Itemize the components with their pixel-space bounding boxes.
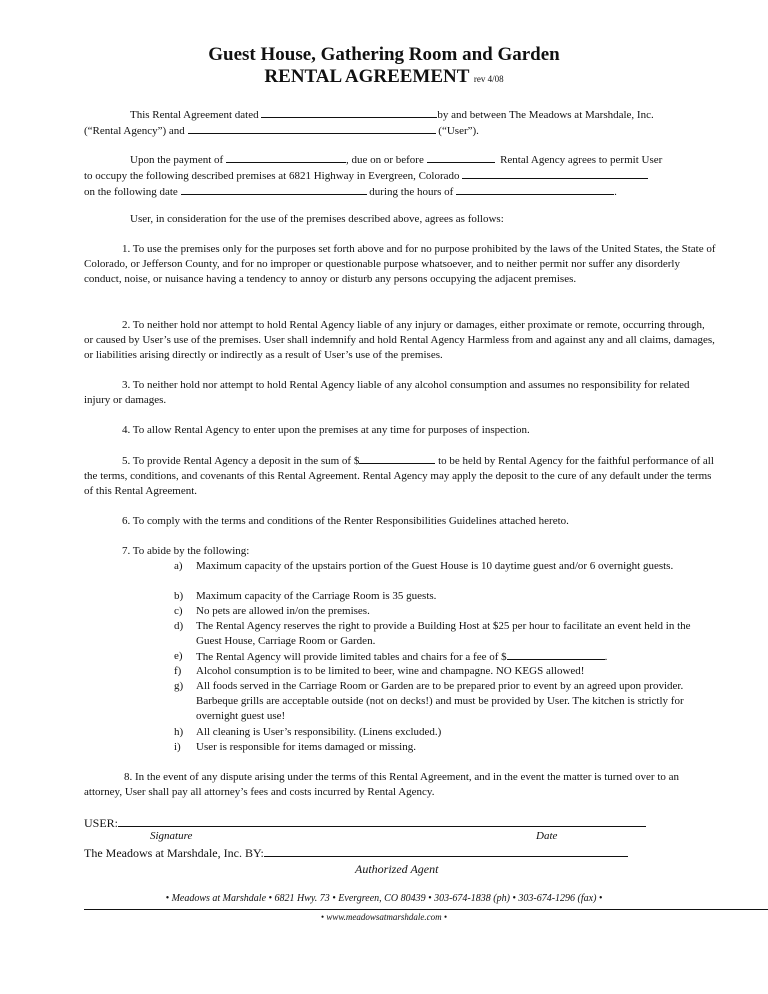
list-item-g — [174, 679, 714, 725]
agency-signature-row — [84, 846, 628, 861]
list-text: User is responsible for items damaged or missing. — [196, 741, 416, 753]
agency-label: The Meadows at Marshdale, Inc. BY: — [84, 846, 264, 860]
list-text: All cleaning is User’s responsibility. (Linens excluded.) — [196, 726, 442, 738]
list-letter: e) — [174, 650, 183, 662]
rental-date-field[interactable] — [181, 184, 367, 195]
clause-5-text-b: to be held by Rental Agency for the faithful performance of all the terms, conditions, and covenants of this Rental Agreement. Rental Agency may apply the deposit to the cure of any default under the terms of this Rental Agreement. — [84, 455, 714, 498]
clause-6 — [84, 514, 716, 529]
list-letter: a) — [174, 560, 183, 572]
list-item-i — [174, 740, 714, 755]
payment-text-b: , due on or before — [345, 154, 424, 166]
user-signature-field[interactable] — [118, 816, 646, 827]
list-text: The Rental Agency reserves the right to provide a Building Host at $25 per hour to facilitate an event held in the Guest House, Carriage Room or Garden. — [196, 620, 691, 648]
intro-text-b: by and between The Meadows at Marshdale, Inc. — [437, 109, 654, 121]
user-name-field[interactable] — [188, 123, 436, 134]
list-item-b — [174, 589, 714, 604]
clause-3 — [84, 378, 716, 408]
list-letter: b) — [174, 590, 184, 602]
list-text: Alcohol consumption is to be limited to beer, wine and champagne. NO KEGS allowed! — [196, 665, 585, 677]
list-letter: i) — [174, 741, 181, 753]
agreement-date-field[interactable] — [261, 107, 437, 118]
date-caption: Date — [536, 830, 558, 842]
agent-signature-field[interactable] — [264, 846, 628, 857]
footer-divider — [84, 909, 768, 910]
clause-7 — [84, 544, 716, 559]
footer-website[interactable]: • www.meadowsatmarshdale.com • — [320, 912, 448, 922]
consideration-text: User, in consideration for the use of the premises described above, agrees as follows: — [130, 213, 504, 225]
due-date-field[interactable] — [427, 152, 495, 163]
clause-7-text: 7. To abide by the following: — [122, 545, 250, 557]
signature-caption: Signature — [150, 830, 193, 842]
list-text: The Rental Agency will provide limited tables and chairs for a fee of $ — [196, 651, 507, 663]
list-item-a — [174, 559, 714, 574]
revision-label: rev 4/08 — [473, 74, 504, 84]
list-letter: f) — [174, 665, 182, 677]
list-text: Maximum capacity of the upstairs portion of the Guest House is 10 daytime guest and/or 6 overnight guests. — [196, 560, 674, 572]
clause-2-text: 2. To neither hold nor attempt to hold Rental Agency liable of any injury or damages, either proximate or remote, occurring through, or caused by User’s use of the premises. User shall indemnify and hold Rental Agency Harmless from and against any and all claims, damages, or liabilities arising directly or indirectly as a result of User’s use of the premises. — [84, 319, 715, 362]
user-signature-row — [84, 816, 646, 831]
clause-3-text: 3. To neither hold nor attempt to hold Rental Agency liable of any alcohol consumption and assumes no responsibility for related injury or damages. — [84, 379, 690, 407]
intro-text-a: This Rental Agreement dated — [130, 109, 259, 121]
clause-8 — [84, 770, 716, 800]
clause-1 — [84, 242, 716, 288]
payment-text-g: . — [614, 186, 617, 199]
payment-text-e: on the following date — [84, 186, 178, 199]
payment-text-d: to occupy the following described premises at 6821 Highway in Evergreen, Colorado — [84, 170, 460, 183]
list-item-c — [174, 604, 714, 619]
list-letter: g) — [174, 680, 184, 692]
list-item-e — [174, 649, 714, 665]
intro-text-c: (“Rental Agency”) and — [84, 125, 185, 138]
payment-text-a: Upon the payment of — [130, 154, 224, 166]
intro-paragraph — [84, 107, 716, 139]
list-text: All foods served in the Carriage Room or Garden are to be prepared prior to event by an agreed upon provider. Barbeque grills are acceptable outside (not on decks!) and must be provided by User. The kitchen is strictly for overnight guest use! — [196, 680, 684, 723]
list-letter: c) — [174, 605, 183, 617]
clause-5 — [84, 453, 716, 500]
agent-caption: Authorized Agent — [355, 862, 439, 876]
list-text: No pets are allowed in/on the premises. — [196, 605, 370, 617]
clause-4 — [84, 423, 716, 438]
footer-address: • Meadows at Marshdale • 6821 Hwy. 73 • Evergreen, CO 80439 • 303-674-1838 (ph) • 303-674-1296 (fax) • — [165, 893, 603, 904]
document-subtitle — [0, 66, 768, 88]
list-letter: d) — [174, 620, 184, 632]
document-title: Guest House, Gathering Room and Garden — [208, 44, 560, 65]
clause-5-text-a: 5. To provide Rental Agency a deposit in the sum of $ — [122, 455, 360, 467]
payment-paragraph — [84, 152, 716, 201]
clause-6-text: 6. To comply with the terms and conditions of the Renter Responsibilities Guidelines attached hereto. — [122, 515, 569, 527]
payment-amount-field[interactable] — [226, 152, 346, 163]
list-letter: h) — [174, 726, 184, 738]
intro-text-d: (“User”). — [438, 125, 479, 138]
list-item-d — [174, 619, 714, 649]
table-fee-field[interactable] — [507, 649, 605, 660]
deposit-amount-field[interactable] — [359, 453, 435, 464]
list-text: Maximum capacity of the Carriage Room is 35 guests. — [196, 590, 437, 602]
user-label: USER: — [84, 816, 119, 830]
consideration-paragraph — [84, 212, 716, 227]
clause-8-text: 8. In the event of any dispute arising under the terms of this Rental Agreement, and in the event the matter is turned over to an attorney, User shall pay all attorney’s fees and costs incurred by Rental Agency. — [84, 771, 680, 799]
payment-text-f: during the hours of — [369, 186, 454, 199]
payment-text-c: Rental Agency agrees to permit User — [500, 154, 663, 166]
list-item-f — [174, 664, 714, 679]
rental-hours-field[interactable] — [456, 184, 614, 195]
list-tail: . — [604, 651, 608, 663]
clause-1-text: 1. To use the premises only for the purposes set forth above and for no purpose prohibited by the laws of the United States, the State of Colorado, or Jefferson County, and for no improper or questionable purpose whatsoever, and to neither permit nor suffer any disorderly conduct, noise, or nuisance having a tendency to annoy or disturb any persons occupying the adjacent premises. — [84, 243, 716, 286]
clause-4-text: 4. To allow Rental Agency to enter upon the premises at any time for purposes of inspection. — [122, 424, 530, 436]
clause-2 — [84, 318, 716, 364]
list-item-h — [174, 725, 714, 740]
premises-field[interactable] — [462, 168, 648, 179]
subtitle-text: RENTAL AGREEMENT — [264, 66, 470, 87]
